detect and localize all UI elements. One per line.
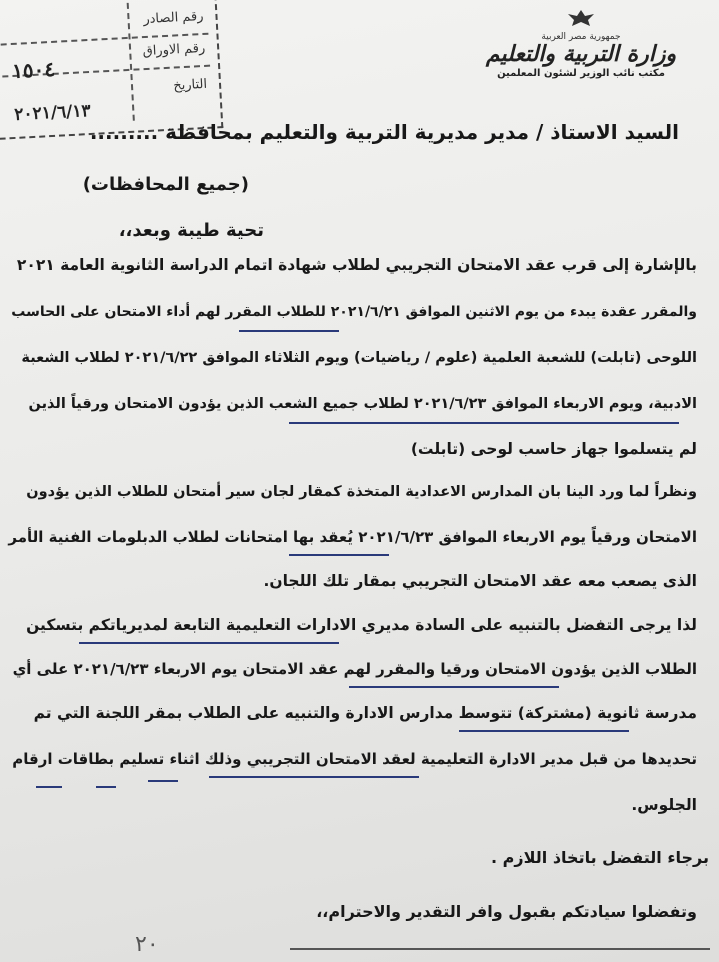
body-line-2: والمقرر عقدة يبدء من يوم الاثنين الموافق ٢٠٢١/٦/٢١ للطلاب المقرر لهم أداء الامتحان على الحاسب: [11, 304, 697, 320]
stamp-date: ٢٠٢١/٦/١٣: [13, 100, 92, 125]
body-line-13: الجلوس.: [631, 796, 697, 814]
underline-mark: [349, 686, 559, 688]
closing-request: برجاء التفضل باتخاذ اللازم .: [491, 848, 709, 867]
body-line-7: الامتحان ورقياً يوم الاربعاء الموافق ٢٠٢١/٦/٢٣ يُعقد بها امتحانات لطلاب الدبلومات الفنية الأمر: [8, 528, 697, 546]
addressee: السيد الاستاذ / مدير مديرية التربية والتعليم بمحافظة .........: [89, 120, 679, 144]
registry-stamp: [0, 0, 223, 140]
body-line-3: اللوحى (تابلت) للشعبة العلمية (علوم / رياضيات) ويوم الثلاثاء الموافق ٢٠٢١/٦/٢٢ لطلاب الشعبة: [21, 350, 697, 366]
underline-mark: [239, 330, 339, 332]
all-governorates: (جميع المحافظات): [82, 174, 249, 195]
body-line-10: الطلاب الذين يؤدون الامتحان ورقيا والمقرر لهم عقد الامتحان يوم الاربعاء ٢٠٢١/٦/٢٣ على أي: [12, 660, 697, 678]
ministry-name: وزارة التربية والتعليم: [485, 41, 677, 67]
body-line-12: تحديدها من قبل مدير الادارة التعليمية لعقد الامتحان التجريبي وذلك اثناء تسليم بطاقات ارقام: [12, 750, 697, 768]
underline-mark: [289, 422, 679, 424]
underline-mark: [459, 730, 629, 732]
stamp-file-label: رقم الاوراق: [142, 40, 206, 60]
body-line-5: لم يتسلموا جهاز حاسب لوحى (تابلت): [410, 440, 697, 458]
pen-stroke: [148, 780, 178, 782]
body-line-4: الادبية، ويوم الاربعاء الموافق ٢٠٢١/٦/٢٣ لطلاب جميع الشعب الذين يؤدون الامتحان ورقياً الذين: [28, 396, 697, 412]
body-line-11: مدرسة ثانوية (مشتركة) تتوسط مدارس الادارة والتنبيه على الطلاب بمقر اللجنة التي تم: [33, 704, 697, 722]
stamp-issued-label: رقم الصادر: [143, 8, 204, 28]
pen-stroke: [96, 786, 116, 788]
ministry-header: [461, 8, 701, 79]
handwritten-mark: ٢٠: [135, 932, 159, 957]
country-name: جمهورية مصر العربية: [541, 32, 621, 42]
underline-mark: [79, 642, 339, 644]
greeting: تحية طيبة وبعد،،: [118, 220, 264, 241]
stamp-date-label: التاريخ: [172, 76, 208, 94]
body-line-9: لذا يرجى التفضل بالتنبيه على السادة مديري الادارات التعليمية التابعة لمديرياتكم بتسكين: [26, 616, 697, 634]
office-name: مكتب نائب الوزير لشئون المعلمين: [497, 68, 665, 80]
eagle-emblem-icon: [564, 8, 598, 28]
body-line-8: الذى يصعب معه عقد الامتحان التجريبي بمقار تلك اللجان.: [263, 572, 697, 590]
closing-regards: وتفضلوا سيادتكم بقبول وافر التقدير والاحترام،،: [316, 902, 697, 921]
underline-mark: [209, 776, 419, 778]
stamp-number: ١٥٠٤: [11, 56, 56, 84]
pen-stroke: [36, 786, 62, 788]
underline-mark: [289, 554, 389, 556]
body-line-6: ونظراً لما ورد الينا بان المدارس الاعدادية المتخذة كمقار لجان سير أمتحان للطلاب الذين يؤدون: [26, 484, 697, 500]
body-line-1: بالإشارة إلى قرب عقد الامتحان التجريبي لطلاب شهادة اتمام الدراسة الثانوية العامة ٢٠٢١: [16, 256, 697, 274]
signature-line: [290, 948, 710, 950]
